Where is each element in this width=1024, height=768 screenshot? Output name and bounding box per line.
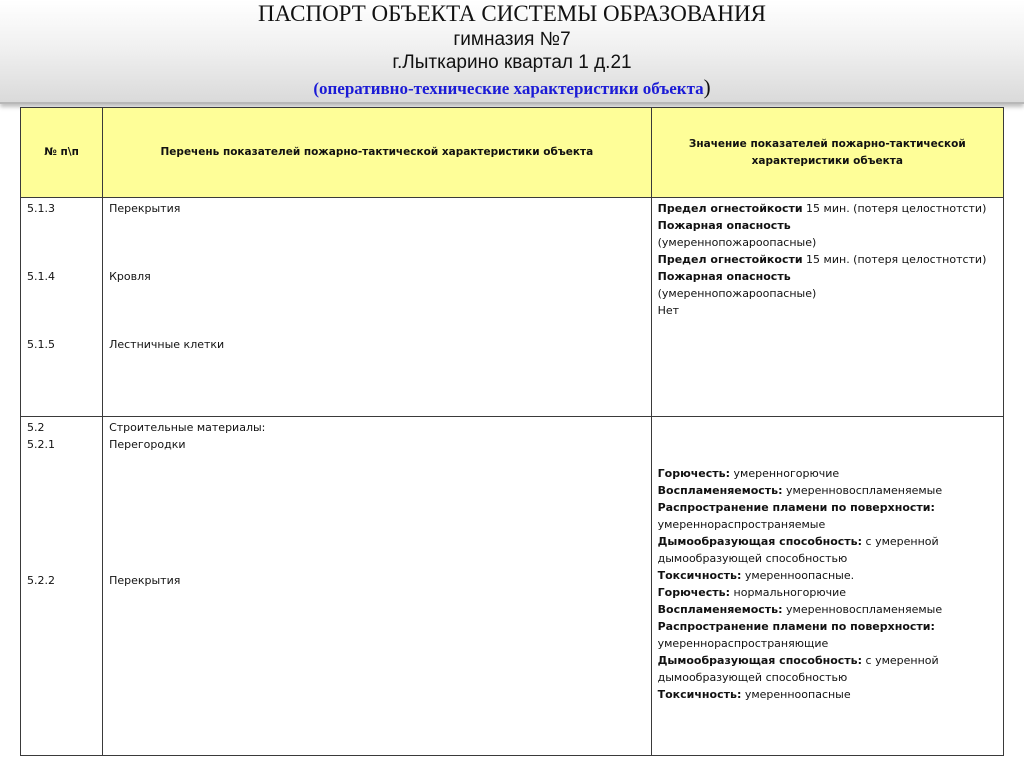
page-title: ПАСПОРТ ОБЪЕКТА СИСТЕМЫ ОБРАЗОВАНИЯ <box>258 1 766 26</box>
header-value: Значение показателей пожарно-тактической характеристики объекта <box>651 108 1003 198</box>
row2-value-cell <box>651 417 1003 756</box>
row-num: 5.1.4 <box>27 270 55 283</box>
row-num: 5.1.5 <box>27 338 55 351</box>
subtitle-close-paren: ) <box>703 75 711 99</box>
slide-header <box>0 0 1024 104</box>
value-line <box>658 251 997 268</box>
value-line <box>658 268 997 285</box>
row2-name-cell <box>103 417 652 756</box>
value-label: Предел огнестойкости <box>657 253 803 266</box>
value-line <box>658 601 997 618</box>
value-line: (умереннопожароопасные) <box>657 287 817 300</box>
value-label: Горючесть: <box>657 467 731 480</box>
value-text: с умеренной <box>862 654 939 667</box>
value-line <box>658 584 997 601</box>
value-label: Горючесть: <box>657 586 731 599</box>
value-line <box>658 217 997 234</box>
row-num: 5.2.1 <box>27 438 55 451</box>
value-text: умеренногорючие <box>730 467 840 480</box>
value-line <box>658 499 997 516</box>
row1-name-cell <box>103 198 652 417</box>
value-text: умеренноопасные <box>741 688 851 701</box>
value-text: умеренновоспламеняемые <box>782 603 943 616</box>
value-line <box>658 465 997 482</box>
value-label: Пожарная опасность <box>657 219 791 232</box>
value-line: дымообразующей способностью <box>657 552 848 565</box>
value-text: с умеренной <box>862 535 939 548</box>
value-line: (умереннопожароопасные) <box>657 236 817 249</box>
value-label: Дымообразующая способность: <box>657 535 863 548</box>
value-line <box>658 652 997 669</box>
value-text: умеренноопасные. <box>741 569 855 582</box>
row-num: 5.2.2 <box>27 574 55 587</box>
value-line <box>658 533 997 550</box>
value-line: умереннораспространяемые <box>657 518 826 531</box>
value-label: Пожарная опасность <box>657 270 791 283</box>
row2-num-cell <box>21 417 103 756</box>
value-text: умеренновоспламеняемые <box>782 484 943 497</box>
row-name: Строительные материалы: <box>109 421 266 434</box>
value-line <box>658 482 997 499</box>
value-text: 15 мин. (потеря целостнотсти) <box>802 253 987 266</box>
row-name: Перекрытия <box>109 574 181 587</box>
subtitle-text: (оперативно-технические характеристики объекта <box>313 79 704 98</box>
row-name: Лестничные клетки <box>109 338 225 351</box>
value-line: дымообразующей способностью <box>657 671 848 684</box>
header-num: № п\п <box>21 108 103 198</box>
table-header-row <box>21 108 1004 198</box>
value-label: Токсичность: <box>657 569 742 582</box>
row1-value-cell <box>651 198 1003 417</box>
value-label: Дымообразующая способность: <box>657 654 863 667</box>
row-num: 5.2 <box>27 421 45 434</box>
row-name: Перекрытия <box>109 202 181 215</box>
value-line: Нет <box>657 304 680 317</box>
row-name: Перегородки <box>109 438 186 451</box>
school-address: г.Лыткарино квартал 1 д.21 <box>392 52 632 73</box>
value-line <box>658 618 997 635</box>
value-label: Распространение пламени по поверхности: <box>657 620 935 633</box>
value-text: нормальногорючие <box>730 586 847 599</box>
page-subtitle <box>0 75 1024 101</box>
value-label: Предел огнестойкости <box>657 202 803 215</box>
value-line <box>658 200 997 217</box>
value-line <box>658 686 997 703</box>
value-label: Токсичность: <box>657 688 742 701</box>
value-label: Воспламеняемость: <box>657 484 783 497</box>
row-num: 5.1.3 <box>27 202 55 215</box>
value-text: 15 мин. (потеря целостнотсти) <box>802 202 987 215</box>
value-line: умереннораспространяющие <box>657 637 829 650</box>
row-name: Кровля <box>109 270 151 283</box>
table-row <box>21 417 1004 756</box>
value-line <box>658 567 997 584</box>
table-row <box>21 198 1004 417</box>
row1-num-cell <box>21 198 103 417</box>
school-name: гимназия №7 <box>453 29 571 50</box>
value-label: Воспламеняемость: <box>657 603 783 616</box>
value-label: Распространение пламени по поверхности: <box>657 501 935 514</box>
header-list: Перечень показателей пожарно-тактической характеристики объекта <box>103 108 652 198</box>
characteristics-table <box>20 107 1004 756</box>
